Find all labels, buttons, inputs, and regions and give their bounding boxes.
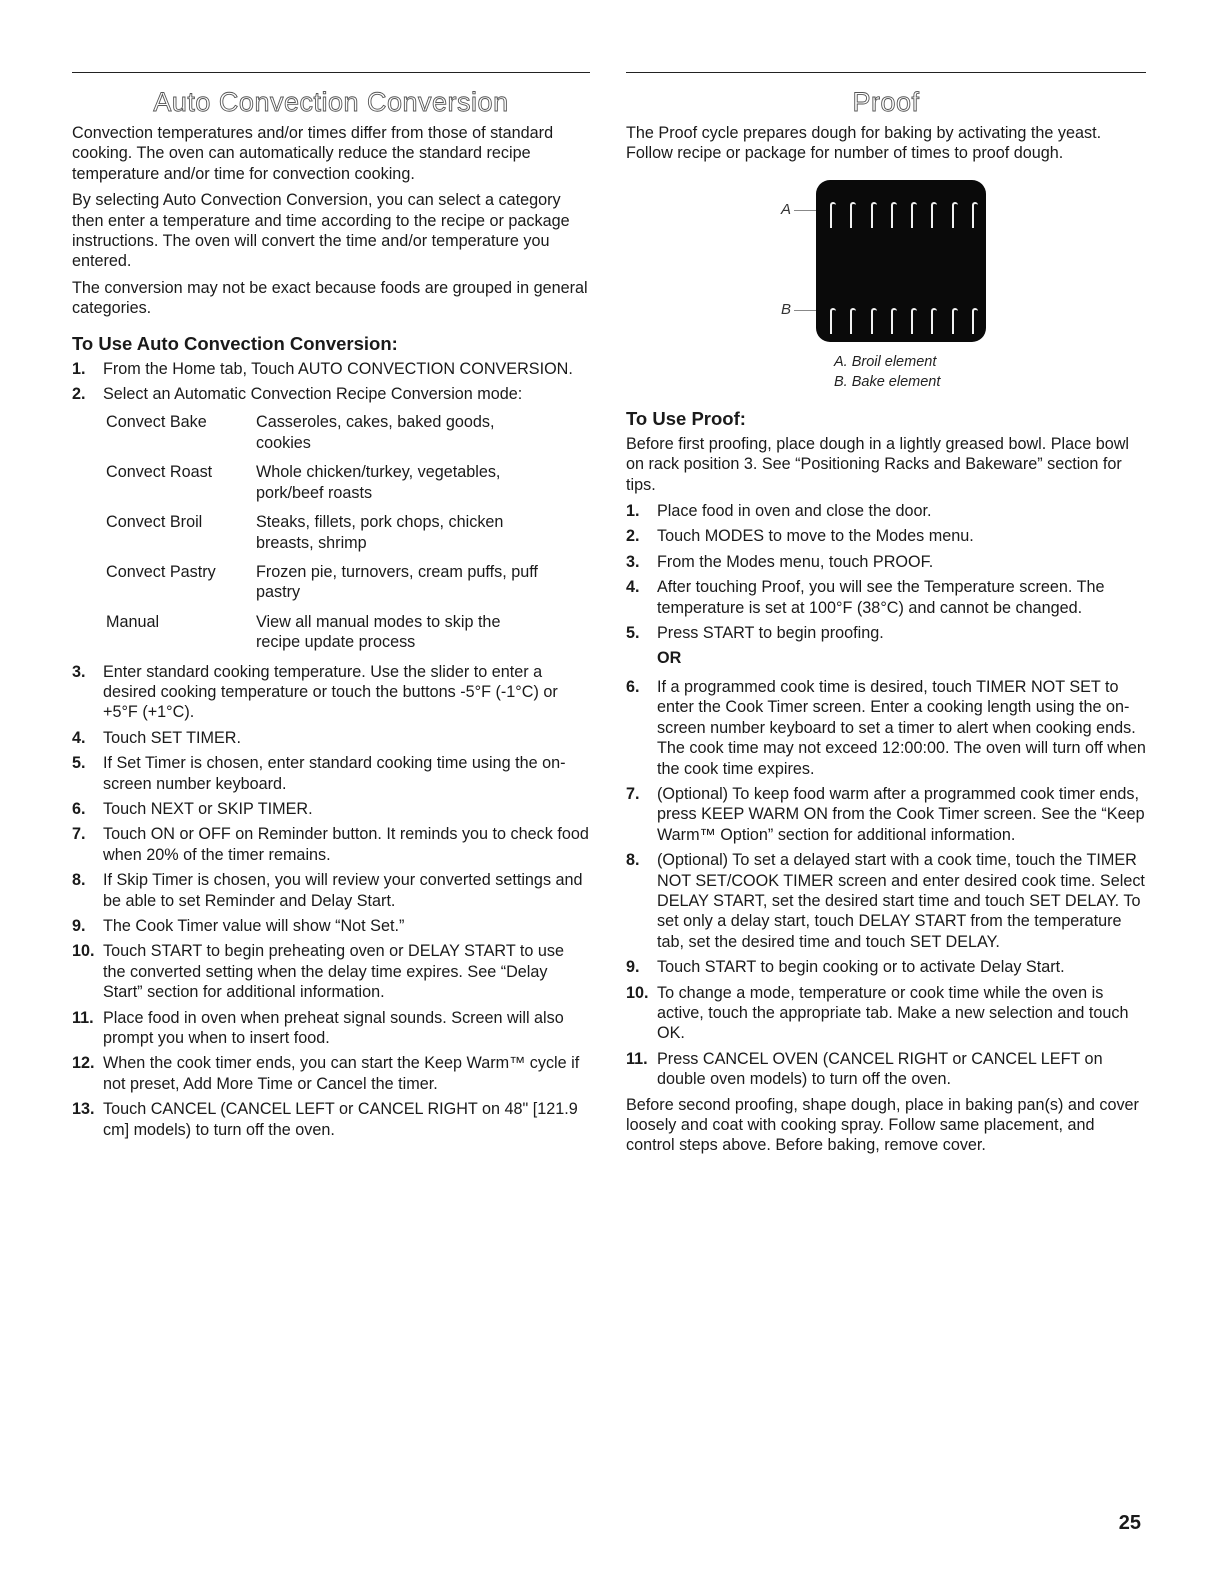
step-number: 5. [72, 754, 86, 773]
steps-list [626, 677, 1146, 1090]
step-text: (Optional) To set a delayed start with a cook time, touch the TIMER NOT SET/COOK TIMER screen and enter desired cook time. Select DELAY START, set the desired start time and touch SET DELAY. To set only a delay start, touch DELAY START from the temperature tab, set the desired time and touch SET DELAY. [657, 851, 1145, 951]
step-number: 1. [626, 502, 640, 521]
step-text: Place food in oven and close the door. [657, 502, 932, 521]
mode-description: Steaks, fillets, pork chops, chicken breasts, shrimp [256, 513, 504, 552]
list-item [626, 552, 1146, 572]
step-text: Touch START to begin cooking or to activate Delay Start. [657, 958, 1065, 977]
list-item [72, 799, 590, 819]
intro-paragraph: By selecting Auto Convection Conversion, you can select a category then enter a temperature and time according to the recipe or package instructions. The oven will convert the time and/or temperature you entered. [72, 191, 570, 271]
mode-description: View all manual modes to skip the recipe update process [256, 612, 501, 652]
or-separator: OR [657, 649, 682, 668]
post-paragraph: Before second proofing, shape dough, place in baking pan(s) and cover loosely and coat with cooking spray. Follow same placement, and control steps above. Before baking, remove cover. [626, 1095, 1139, 1155]
step-text: From the Modes menu, touch PROOF. [657, 552, 934, 571]
figure-label-b: B [781, 300, 792, 318]
table-row [106, 562, 590, 603]
section-rule [626, 72, 1146, 73]
steps-list [626, 501, 1146, 643]
list-item [626, 1049, 1146, 1090]
step-number: 5. [626, 624, 640, 643]
steps-list [72, 662, 590, 1141]
mode-name: Convect Broil [106, 513, 203, 532]
step-number: 8. [626, 851, 640, 870]
table-row [106, 512, 590, 553]
step-number: 10. [72, 942, 95, 961]
list-item [72, 941, 590, 1002]
mode-description: Frozen pie, turnovers, cream puffs, puff pastry [256, 562, 538, 602]
figure-label-a: A [781, 200, 792, 218]
mode-name: Convect Roast [106, 463, 213, 482]
step-text: If a programmed cook time is desired, touch TIMER NOT SET to enter the Cook Timer screen. Enter a cooking length using the on-screen number keyboard to set a timer to alert when cooking ends. The cook time may not exceed 12:00:00. The oven will turn off when the cook time expires. [657, 677, 1146, 778]
step-number: 11. [626, 1049, 648, 1068]
mode-description: Casseroles, cakes, baked goods, cookies [256, 413, 495, 452]
list-item [72, 384, 590, 404]
intro-paragraph: The Proof cycle prepares dough for baking by activating the yeast. Follow recipe or package for number of times to proof dough. [626, 124, 1102, 163]
step-text: Enter standard cooking temperature. Use the slider to enter a desired cooking temperature or touch the buttons -5°F (-1°C) or +5°F (+1°C). [103, 662, 558, 722]
list-item [72, 916, 590, 936]
list-item [626, 526, 1146, 546]
step-number: 6. [72, 799, 86, 818]
step-number: 12. [72, 1054, 95, 1073]
mode-name: Convect Pastry [106, 562, 216, 581]
table-row [106, 612, 590, 653]
list-item [626, 957, 1146, 977]
intro-paragraph: The conversion may not be exact because foods are grouped in general categories. [72, 278, 588, 318]
mode-name: Convect Bake [106, 413, 207, 432]
broil-element-coil [830, 202, 978, 228]
list-item [626, 983, 1146, 1044]
list-item [72, 662, 590, 723]
list-item [626, 850, 1146, 952]
step-text: Select an Automatic Convection Recipe Conversion mode: [103, 385, 523, 404]
figure-caption-b: B. Bake element [834, 373, 941, 390]
step-number: 13. [72, 1100, 95, 1119]
step-number: 3. [626, 552, 640, 571]
step-number: 7. [626, 784, 640, 803]
list-item [626, 577, 1146, 618]
list-item [626, 784, 1146, 845]
step-number: 2. [72, 385, 86, 404]
subheading-auto-convection: To Use Auto Convection Conversion: [72, 332, 398, 354]
step-number: 10. [626, 983, 649, 1002]
mode-name: Manual [106, 612, 160, 631]
table-row [106, 412, 590, 453]
step-number: 9. [72, 917, 86, 935]
figure-caption-a: A. Broil element [834, 353, 937, 370]
subheading-proof: To Use Proof: [626, 407, 746, 429]
step-text: Touch MODES to move to the Modes menu. [657, 527, 974, 546]
mode-description: Whole chicken/turkey, vegetables, pork/beef roasts [256, 463, 501, 502]
step-number: 2. [626, 527, 640, 546]
step-text: Touch START to begin preheating oven or DELAY START to use the converted setting when the delay time expires. See “Delay Start” section for additional information. [103, 942, 565, 1002]
step-text: Place food in oven when preheat signal sounds. Screen will also prompt you when to insert food. [103, 1008, 564, 1048]
oven-elements-figure [626, 172, 1146, 394]
table-row [106, 462, 590, 503]
right-column [626, 72, 1146, 1162]
oven-cavity-illustration [816, 180, 986, 342]
section-title-proof: Proof [852, 87, 920, 117]
pre-paragraph: Before first proofing, place dough in a lightly greased bowl. Place bowl on rack position 3. See “Positioning Racks and Bakeware” section for tips. [626, 434, 1130, 494]
step-text: After touching Proof, you will see the Temperature screen. The temperature is set at 100°F (38°C) and cannot be changed. [657, 578, 1105, 617]
list-item [72, 753, 590, 794]
step-text: The Cook Timer value will show “Not Set.” [103, 917, 405, 935]
intro-paragraph: Convection temperatures and/or times differ from those of standard cooking. The oven can automatically reduce the standard recipe temperature and/or time for convection cooking. [72, 124, 554, 183]
list-item [72, 728, 590, 748]
section-title-auto-convection: Auto Convection Conversion [153, 87, 509, 117]
step-text: If Skip Timer is chosen, you will review your converted settings and be able to set Reminder and Delay Start. [103, 871, 583, 910]
step-number: 11. [72, 1008, 94, 1027]
list-item [72, 359, 590, 379]
step-number: 9. [626, 958, 640, 977]
list-item [72, 1053, 590, 1094]
step-text: Touch SET TIMER. [103, 728, 241, 747]
step-text: Touch ON or OFF on Reminder button. It reminds you to check food when 20% of the timer remains. [103, 825, 589, 864]
step-text: Touch NEXT or SKIP TIMER. [103, 799, 313, 818]
step-number: 4. [626, 578, 640, 597]
step-text: When the cook timer ends, you can start the Keep Warm™ cycle if not preset, Add More Time or Cancel the timer. [103, 1054, 580, 1093]
step-text: If Set Timer is chosen, enter standard cooking time using the on-screen number keyboard. [103, 754, 566, 793]
step-number: 1. [72, 359, 86, 378]
list-item [626, 677, 1146, 779]
list-item [626, 501, 1146, 521]
bake-element-coil [830, 308, 978, 334]
step-number: 6. [626, 677, 640, 696]
section-rule [72, 72, 590, 73]
step-number: 3. [72, 662, 86, 681]
step-text: Touch CANCEL (CANCEL LEFT or CANCEL RIGHT on 48" [121.9 cm] models) to turn off the oven. [103, 1100, 578, 1139]
step-text: To change a mode, temperature or cook time while the oven is active, touch the appropriate tab. Make a new selection and touch OK. [657, 983, 1129, 1043]
step-text: (Optional) To keep food warm after a programmed cook timer ends, press KEEP WARM ON from the Cook Timer screen. See the “Keep Warm™ Option” section for additional information. [657, 784, 1145, 844]
steps-list [72, 359, 590, 405]
step-text: Press START to begin proofing. [657, 624, 884, 643]
step-number: 7. [72, 825, 86, 844]
step-number: 8. [72, 871, 86, 890]
step-text: Press CANCEL OVEN (CANCEL RIGHT or CANCEL LEFT on double oven models) to turn off the oven. [657, 1049, 1103, 1089]
modes-table [106, 412, 590, 652]
page-number: 25 [1118, 1512, 1141, 1534]
step-number: 4. [72, 728, 86, 747]
list-item [72, 1099, 590, 1140]
list-item [626, 623, 1146, 643]
left-column [72, 72, 590, 1145]
step-text: From the Home tab, Touch AUTO CONVECTION CONVERSION. [103, 359, 573, 378]
list-item [72, 870, 590, 911]
list-item [72, 824, 590, 865]
list-item [72, 1008, 590, 1049]
